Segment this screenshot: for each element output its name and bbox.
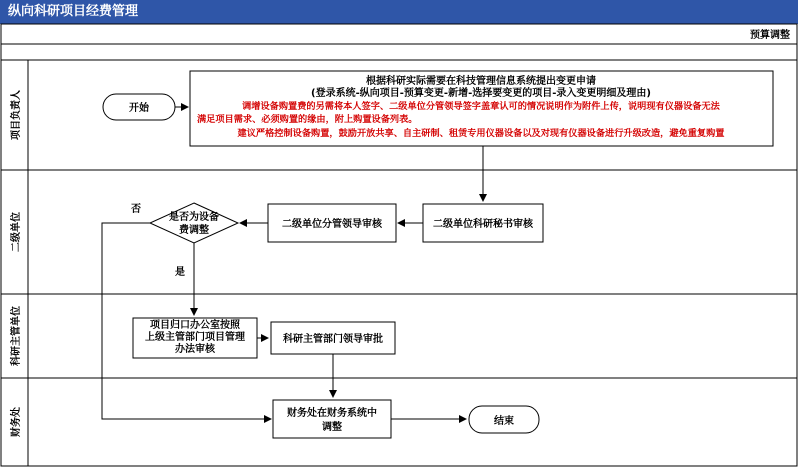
apply-change-red-note2: 满足项目需求、必须购置的缘由，附上购置设备列表。 — [197, 114, 418, 125]
page-title: 纵向科研项目经费管理 — [0, 0, 798, 24]
office-review-line3: 办法审核 — [175, 344, 215, 355]
finance-adjust-line2: 调整 — [322, 422, 342, 433]
lane-label-secondary-unit: 二级单位 — [11, 212, 22, 252]
apply-change-red-note3: 建议严格控制设备购置，鼓励开放共享、自主研制、租赁专用仪器设备以及对现有仪器设备进行升级改造，避免重复购置 — [237, 128, 725, 139]
finance-adjust-line1: 财务处在财务系统中 — [287, 408, 377, 419]
start-node-label: 开始 — [129, 103, 149, 114]
no-branch-label: 否 — [131, 204, 141, 215]
yes-branch-label: 是 — [175, 267, 185, 278]
decision-label-line1: 是否为设备 — [169, 212, 219, 223]
apply-change-red-note1: 调增设备购置费的另需将本人签字、二级单位分管领导签字盖章认可的情况说明作为附件上传，说明现有仪器设备无法 — [242, 101, 720, 112]
apply-change-line1: 根据科研实际需要在科技管理信息系统提出变更申请 — [366, 76, 596, 87]
apply-change-line2: (登录系统-纵向项目-预算变更-新增-选择要变更的项目-录入变更明细及理由) — [311, 88, 651, 99]
end-node-label: 结束 — [494, 416, 514, 427]
lane-label-project-leader: 项目负责人 — [11, 90, 22, 140]
secretary-review-label: 二级单位科研秘书审核 — [433, 219, 533, 230]
dept-approval-label: 科研主管部门领导审批 — [283, 334, 383, 345]
equipment-decision-node — [150, 203, 238, 243]
lane-label-finance: 财务处 — [11, 407, 22, 437]
decision-label-line2: 费调整 — [179, 225, 209, 236]
leader-review-label: 二级单位分管领导审核 — [282, 219, 382, 230]
office-review-line1: 项目归口办公室按照 — [150, 320, 240, 331]
lane-label-research-authority: 科研主管单位 — [11, 306, 22, 366]
office-review-line2: 上级主管部门项目管理 — [145, 332, 245, 343]
process-name: 预算调整 — [750, 30, 790, 41]
